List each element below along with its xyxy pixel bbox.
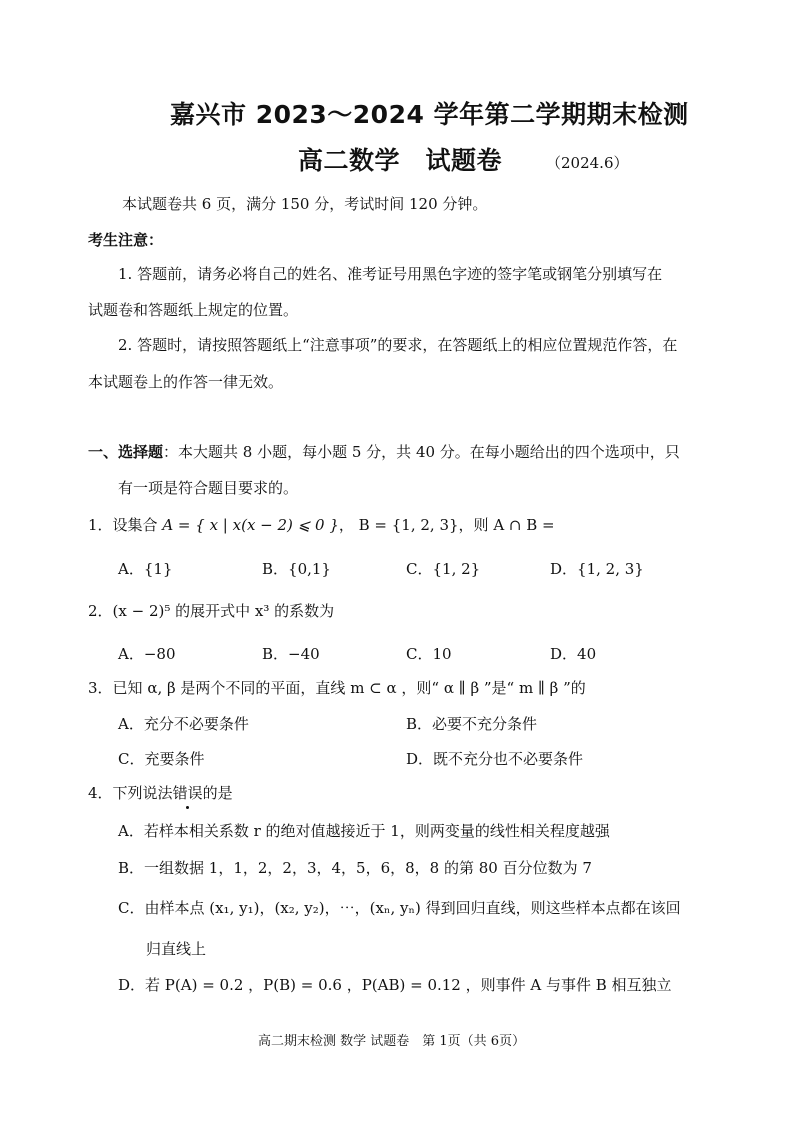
- section-1-label: 一、选择题: [88, 443, 164, 461]
- exam-subtitle: 高二数学 试题卷: [298, 146, 503, 175]
- question-1-option-a: A．{1}: [118, 560, 173, 578]
- question-1-stem: [88, 514, 555, 535]
- question-3-stem: [88, 677, 586, 698]
- question-2-stem: [88, 600, 334, 621]
- question-4-option-a: A．若样本相关系数 r 的绝对值越接近于 1，则两变量的线性相关程度越强: [118, 822, 610, 840]
- question-3-option-a: A．充分不必要条件: [118, 715, 249, 733]
- question-3-text: 已知 α, β 是两个不同的平面，直线 m ⊂ α ，则“ α ∥ β ”是“ m ∥ β ”的: [112, 679, 586, 697]
- question-2-text: (x − 2)⁵ 的展开式中 x³ 的系数为: [112, 602, 335, 620]
- section-1-desc: ：本大题共 8 小题，每小题 5 分，共 40 分。在每小题给出的四个选项中，只: [163, 443, 680, 461]
- question-2-option-c: C．10: [406, 645, 452, 663]
- intro-text: 本试题卷共 6 页，满分 150 分，考试时间 120 分钟。: [122, 195, 488, 213]
- question-4-emphasis: 错误: [172, 784, 203, 802]
- question-2-option-b: B．−40: [262, 645, 320, 663]
- question-4-stem: [88, 782, 233, 803]
- question-4-option-c-line-1: C．由样本点 (x₁, y₁)，(x₂, y₂)，⋯，(xₙ, yₙ) 得到回归直线，则这些样本点都在该回: [118, 899, 681, 917]
- question-2-option-a: A．−80: [118, 645, 176, 663]
- question-4-stem-pre: 下列说法: [112, 784, 173, 802]
- question-1-stem-pre: 设集合: [112, 516, 163, 534]
- question-4-option-b: B．一组数据 1，1，2，2，3，4，5，6，8，8 的第 80 百分位数为 7: [118, 859, 592, 877]
- question-1-set-b: ， B = {1, 2, 3}，则 A ∩ B =: [338, 516, 555, 534]
- page-footer: 高二期末检测 数学 试题卷 第 1页（共 6页）: [258, 1034, 526, 1049]
- exam-date: （2024.6）: [546, 154, 629, 172]
- section-1-desc-line-2: 有一项是符合题目要求的。: [118, 479, 299, 497]
- question-4-option-c-line-2: 归直线上: [146, 940, 207, 958]
- question-2-number: 2．: [88, 602, 113, 620]
- question-3-number: 3．: [88, 679, 113, 697]
- question-1-option-d: D．{1, 2, 3}: [550, 560, 644, 578]
- question-3-option-d: D．既不充分也不必要条件: [406, 750, 584, 768]
- question-2-option-d: D．40: [550, 645, 597, 663]
- notice-item-1-line-1: 1. 答题前，请务必将自己的姓名、准考证号用黑色字迹的签字笔或钢笔分别填写在: [118, 265, 663, 283]
- question-4-number: 4．: [88, 784, 113, 802]
- question-4-stem-post: 的是: [202, 784, 233, 802]
- notice-item-2-line-2: 本试题卷上的作答一律无效。: [88, 373, 284, 391]
- exam-title: 嘉兴市 2023～2024 学年第二学期期末检测: [170, 100, 689, 129]
- notice-heading: 考生注意：: [88, 231, 164, 249]
- notice-item-1-line-2: 试题卷和答题纸上规定的位置。: [88, 301, 299, 319]
- question-1-option-b: B．{0,1}: [262, 560, 331, 578]
- question-1-number: 1．: [88, 516, 113, 534]
- question-1-set-a: A = { x | x(x − 2) ⩽ 0 }: [162, 516, 339, 534]
- question-3-option-c: C．充要条件: [118, 750, 205, 768]
- question-3-option-b: B．必要不充分条件: [406, 715, 538, 733]
- section-1-desc-line-1: [88, 441, 680, 462]
- question-1-option-c: C．{1, 2}: [406, 560, 481, 578]
- question-4-option-d: D．若 P(A) = 0.2 ，P(B) = 0.6 ，P(AB) = 0.12 ，则事件 A 与事件 B 相互独立: [118, 976, 672, 994]
- notice-item-2-line-1: 2. 答题时，请按照答题纸上“注意事项”的要求，在答题纸上的相应位置规范作答，在: [118, 336, 678, 354]
